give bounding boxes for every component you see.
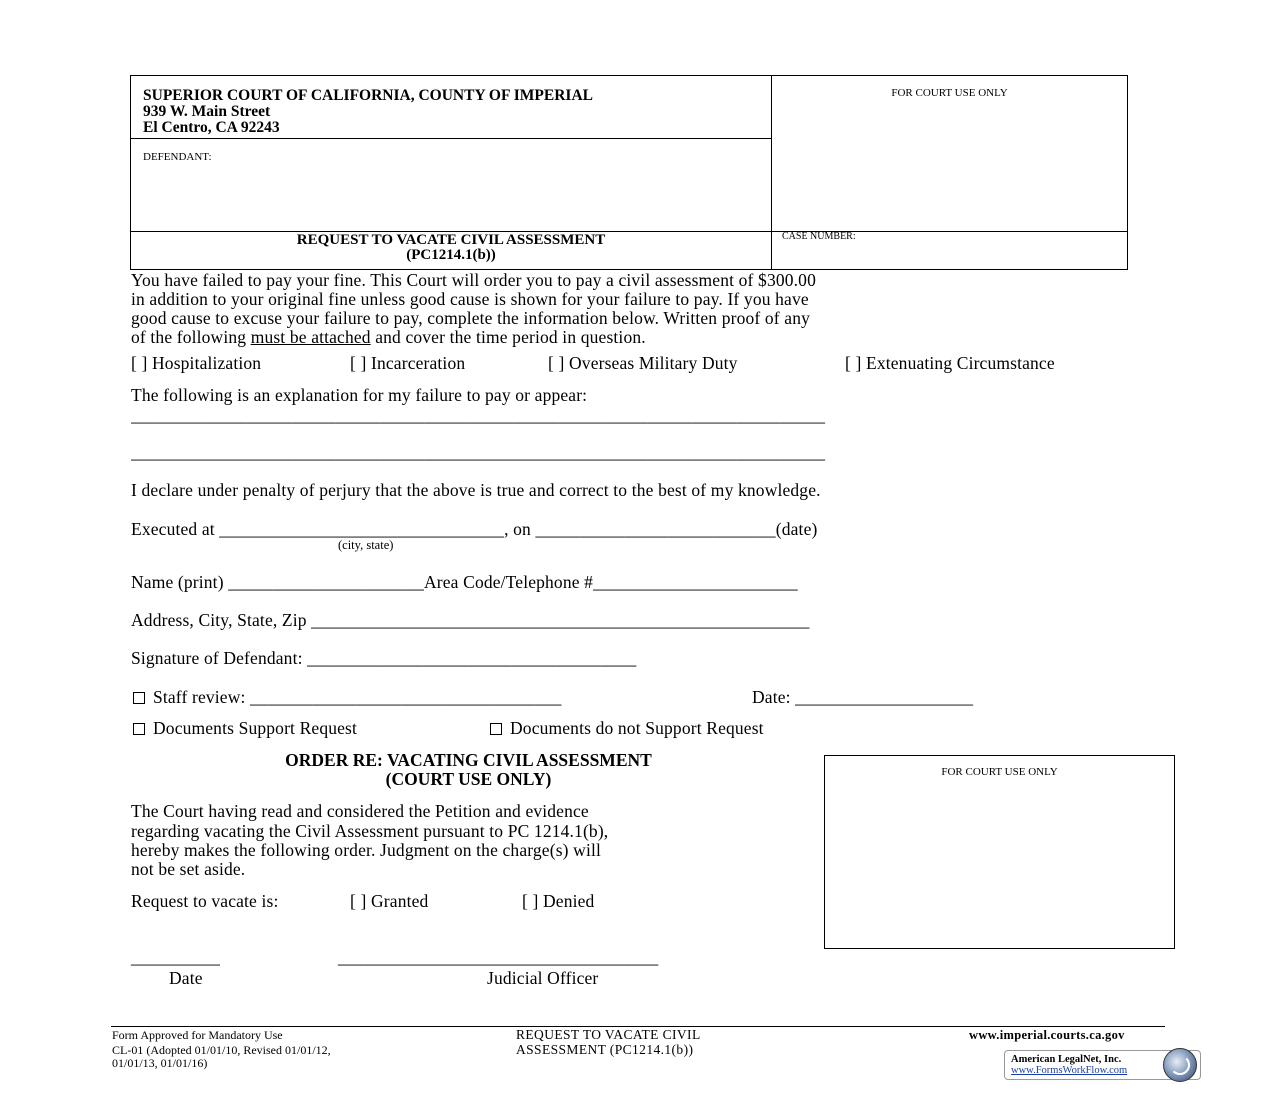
- city-state-label: (city, state): [338, 538, 394, 552]
- order-date-blank[interactable]: __________: [131, 947, 220, 967]
- court-name: SUPERIOR COURT OF CALIFORNIA, COUNTY OF IMPERIAL: [143, 87, 593, 104]
- defendant-box: [130, 138, 772, 232]
- granted-option[interactable]: [ ] Granted: [350, 891, 429, 911]
- court-city: El Centro, CA 92243: [143, 119, 280, 136]
- footer-title-line2: ASSESSMENT (PC1214.1(b)): [516, 1042, 694, 1057]
- order-title-line1: ORDER RE: VACATING CIVIL ASSESSMENT: [285, 750, 652, 770]
- documents-support-label: Documents Support Request: [153, 718, 358, 738]
- name-phone-line[interactable]: Name (print) ______________________Area Code/Telephone #_______________________: [131, 572, 798, 592]
- documents-support-row: [133, 718, 357, 739]
- defendant-label: DEFENDANT:: [143, 151, 212, 163]
- footer-approved: Form Approved for Mandatory Use: [112, 1028, 283, 1042]
- staff-review-row: [133, 687, 562, 708]
- reason-hospitalization[interactable]: [ ] Hospitalization: [131, 353, 262, 373]
- order-title-line2: (COURT USE ONLY): [385, 769, 552, 789]
- documents-not-support-checkbox[interactable]: [490, 723, 502, 735]
- order-text-line1: The Court having read and considered the Petition and evidence: [131, 801, 589, 821]
- intro-line-2: in addition to your original fine unless good cause is shown for your failure to pay. If you have: [131, 289, 809, 309]
- for-court-use-label-top: FOR COURT USE ONLY: [891, 87, 1008, 99]
- intro-line-1: You have failed to pay your fine. This Court will order you to pay a civil assessment of $300.00: [131, 270, 816, 290]
- intro-line-4: [131, 327, 646, 348]
- for-court-use-label-order: FOR COURT USE ONLY: [941, 766, 1058, 778]
- declaration-text: I declare under penalty of perjury that the above is true and correct to the best of my knowledge.: [131, 480, 821, 500]
- form-title-line2: (PC1214.1(b)): [406, 247, 496, 263]
- denied-option[interactable]: [ ] Denied: [522, 891, 595, 911]
- order-date-label: Date: [169, 968, 203, 988]
- staff-review-checkbox[interactable]: [133, 692, 145, 704]
- reason-incarceration[interactable]: [ ] Incarceration: [350, 353, 466, 373]
- form-title-line1: REQUEST TO VACATE CIVIL ASSESSMENT: [296, 232, 606, 248]
- intro-line-4-underlined: must be attached: [250, 327, 371, 347]
- judicial-officer-blank[interactable]: ____________________________________: [338, 947, 659, 967]
- executed-line[interactable]: Executed at ________________________________, on ___________________________(date): [131, 519, 818, 539]
- order-text-line2: regarding vacating the Civil Assessment pursuant to PC 1214.1(b),: [131, 821, 609, 841]
- court-street: 939 W. Main Street: [143, 103, 271, 120]
- vendor-name: American LegalNet, Inc.: [1011, 1054, 1122, 1065]
- documents-support-checkbox[interactable]: [133, 723, 145, 735]
- intro-line-4-post: and cover the time period in question.: [370, 327, 646, 347]
- intro-line-3: good cause to excuse your failure to pay, complete the information below. Written proof of any: [131, 308, 810, 328]
- footer-cl-line2: 01/01/13, 01/01/16): [112, 1056, 208, 1070]
- request-label: Request to vacate is:: [131, 891, 279, 911]
- judicial-officer-label: Judicial Officer: [487, 968, 599, 988]
- staff-review-label[interactable]: Staff review: ___________________________________: [153, 687, 562, 707]
- reason-overseas-military[interactable]: [ ] Overseas Military Duty: [548, 353, 738, 373]
- staff-review-date[interactable]: Date: ____________________: [752, 687, 974, 707]
- footer-website[interactable]: www.imperial.courts.ca.gov: [969, 1028, 1125, 1042]
- signature-line[interactable]: Signature of Defendant: _____________________________________: [131, 648, 637, 668]
- reason-extenuating[interactable]: [ ] Extenuating Circumstance: [845, 353, 1055, 373]
- footer-cl-line1: CL-01 (Adopted 01/01/10, Revised 01/01/12,: [112, 1043, 331, 1057]
- vendor-logo[interactable]: [1004, 1050, 1201, 1080]
- order-text-line4: not be set aside.: [131, 859, 246, 879]
- case-number-label: CASE NUMBER:: [782, 231, 856, 242]
- explanation-line-2[interactable]: ______________________________________________________________________________: [131, 442, 826, 462]
- globe-icon: [1163, 1048, 1197, 1082]
- court-use-box-order: [824, 755, 1175, 949]
- explanation-line-1[interactable]: ______________________________________________________________________________: [131, 405, 826, 425]
- intro-line-4-pre: of the following: [131, 327, 251, 347]
- vendor-url[interactable]: www.FormsWorkFlow.com: [1011, 1065, 1128, 1076]
- footer-title-line1: REQUEST TO VACATE CIVIL: [516, 1027, 701, 1042]
- address-line[interactable]: Address, City, State, Zip ________________________________________________________: [131, 610, 810, 630]
- order-text-line3: hereby makes the following order. Judgment on the charge(s) will: [131, 840, 601, 860]
- documents-not-support-row: [490, 718, 764, 739]
- documents-not-support-label: Documents do not Support Request: [510, 718, 764, 738]
- explanation-label: The following is an explanation for my failure to pay or appear:: [131, 385, 588, 405]
